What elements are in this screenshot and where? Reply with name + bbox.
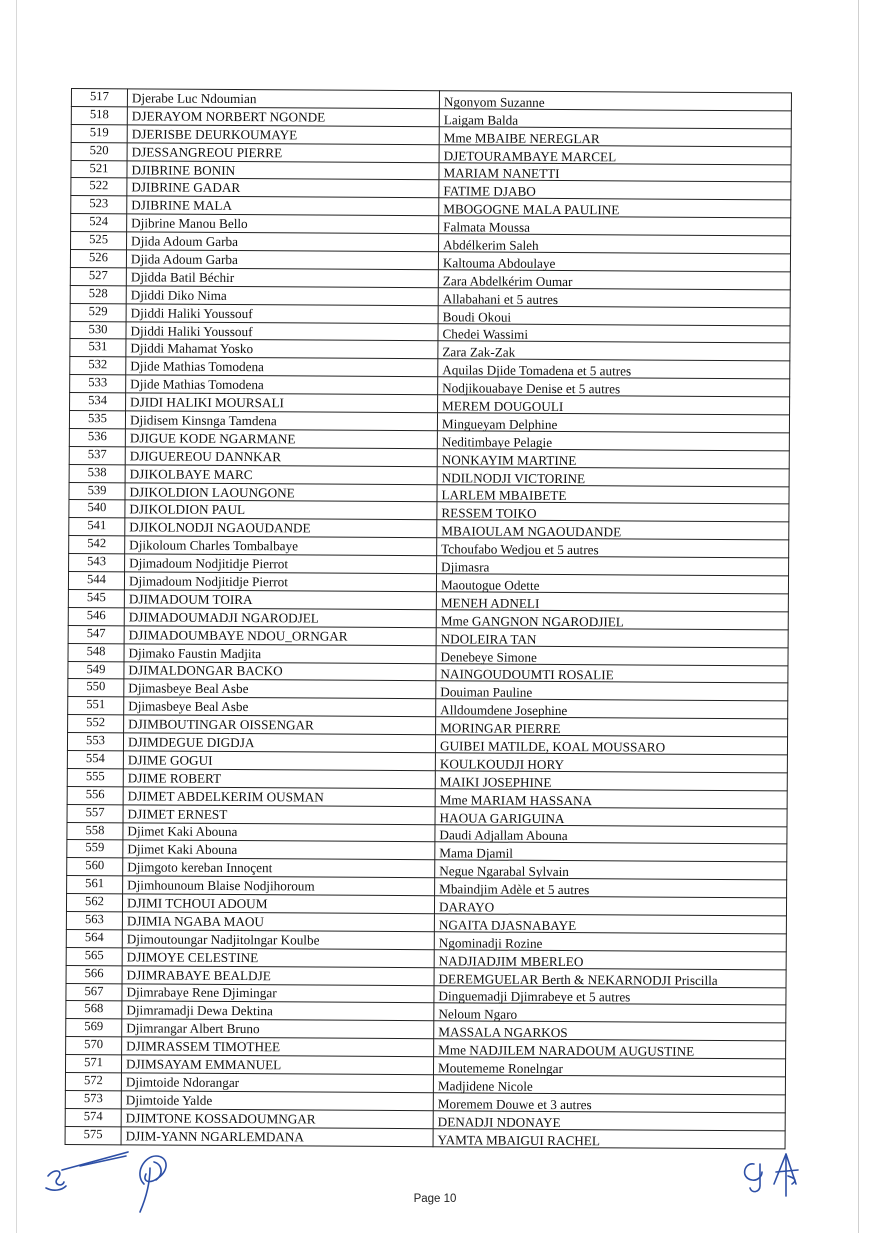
deceased-name-cell: Djiddi Haliki Youssouf [126, 304, 438, 324]
deceased-name-cell: DJIBRINE BONIN [127, 160, 439, 180]
deceased-name-cell: DJIMET ERNEST [123, 804, 435, 824]
deceased-name-cell: Djide Mathias Tomodena [126, 357, 438, 377]
deceased-name-cell: Djimet Kaki Abouna [123, 840, 435, 860]
signature-mark-1 [40, 1148, 140, 1198]
beneficiary-name-cell: Douiman Pauline [436, 682, 788, 702]
page-number: Page 10 [413, 1193, 457, 1205]
deceased-name-cell: DJIMDEGUE DIGDJA [123, 733, 435, 753]
beneficiary-name-cell: Mme NADJILEM NARADOUM AUGUSTINE [434, 1040, 786, 1060]
row-number: 565 [66, 947, 122, 965]
deceased-name-cell: Djimet Kaki Abouna [123, 822, 435, 842]
beneficiary-name-cell: DENADJI NDONAYE [433, 1111, 785, 1131]
beneficiary-name-cell: Abdélkerim Saleh [439, 235, 791, 255]
beneficiary-name-cell: DJETOURAMBAYE MARCEL [439, 145, 791, 165]
row-number: 572 [65, 1072, 121, 1090]
beneficiary-name-cell: GUIBEI MATILDE, KOAL MOUSSARO [435, 736, 787, 756]
row-number: 558 [67, 822, 123, 840]
beneficiary-name-cell: MEREM DOUGOULI [438, 396, 790, 416]
deceased-name-cell: Djimadoum Nodjitidje Pierrot [125, 554, 437, 574]
row-number: 538 [69, 464, 125, 482]
deceased-name-cell: DJIMOYE CELESTINE [122, 948, 434, 968]
deceased-name-cell: Djimrabaye Rene Djimingar [122, 983, 434, 1003]
row-number: 533 [70, 375, 126, 393]
beneficiary-name-cell: Laigam Balda [439, 110, 791, 130]
row-number: 531 [70, 339, 126, 357]
beneficiary-name-cell: RESSEM TOIKO [437, 503, 789, 523]
beneficiary-name-cell: NDOLEIRA TAN [436, 628, 788, 648]
row-number: 527 [70, 267, 126, 285]
deceased-name-cell: DJESSANGREOU PIERRE [127, 143, 439, 163]
row-number: 555 [67, 768, 123, 786]
row-number: 559 [67, 840, 123, 858]
beneficiary-name-cell: MORINGAR PIERRE [436, 718, 788, 738]
deceased-name-cell: Djide Mathias Tomodena [126, 375, 438, 395]
row-number: 528 [70, 285, 126, 303]
beneficiary-name-cell: LARLEM MBAIBETE [437, 485, 789, 505]
row-number: 539 [69, 482, 125, 500]
deceased-name-cell: DJERISBE DEURKOUMAYE [127, 125, 439, 145]
beneficiary-name-cell: Dinguemadji Djimrabeye et 5 autres [434, 986, 786, 1006]
beneficiary-name-cell: FATIME DJABO [439, 181, 791, 201]
beneficiary-name-cell: Maoutogue Odette [436, 575, 788, 595]
deceased-name-cell: DJIDI HALIKI MOURSALI [126, 393, 438, 413]
row-number: 518 [71, 106, 127, 124]
signature-mark-2 [128, 1148, 178, 1218]
deceased-name-cell: Djimadoum Nodjitidje Pierrot [124, 572, 436, 592]
row-number: 568 [66, 1001, 122, 1019]
row-number: 542 [69, 536, 125, 554]
deceased-name-cell: DJIMIA NGABA MAOU [122, 912, 434, 932]
deceased-name-cell: Djiddi Diko Nima [126, 286, 438, 306]
row-number: 529 [70, 303, 126, 321]
deceased-name-cell: DJIMTONE KOSSADOUMNGAR [121, 1109, 433, 1129]
row-number: 562 [66, 894, 122, 912]
row-number: 541 [69, 518, 125, 536]
deceased-name-cell: Djikoloum Charles Tombalbaye [125, 536, 437, 556]
deceased-name-cell: Djidda Batil Béchir [126, 268, 438, 288]
row-number: 520 [71, 142, 127, 160]
scan-edge-left [16, 0, 17, 1233]
row-number: 517 [71, 89, 127, 107]
row-number: 553 [67, 733, 123, 751]
deceased-name-cell: Djimasbeye Beal Asbe [124, 697, 436, 717]
row-number: 570 [66, 1037, 122, 1055]
beneficiary-name-cell: DARAYO [434, 897, 786, 917]
beneficiary-name-cell: Mingueyam Delphine [437, 414, 789, 434]
deceased-name-cell: DJIMADOUM TOIRA [124, 590, 436, 610]
deceased-name-cell: Djibrine Manou Bello [127, 214, 439, 234]
beneficiary-name-cell: Negue Ngarabal Sylvain [435, 861, 787, 881]
row-number: 532 [70, 357, 126, 375]
beneficiary-name-cell: HAOUA GARIGUINA [435, 807, 787, 827]
beneficiary-name-cell: MBOGOGNE MALA PAULINE [439, 199, 791, 219]
deceased-name-cell: Djimtoide Yalde [121, 1091, 433, 1111]
deceased-name-cell: Djimtoide Ndorangar [121, 1073, 433, 1093]
row-number: 521 [71, 160, 127, 178]
beneficiary-name-cell: Boudi Okoui [438, 306, 790, 326]
row-number: 561 [67, 876, 123, 894]
registry-body [65, 89, 791, 1149]
row-number: 535 [69, 411, 125, 429]
registry-table [65, 88, 792, 1149]
beneficiary-name-cell: Ngonyom Suzanne [439, 92, 791, 112]
beneficiary-name-cell: MARIAM NANETTI [439, 163, 791, 183]
row-number: 552 [68, 715, 124, 733]
deceased-name-cell: DJIGUE KODE NGARMANE [125, 429, 437, 449]
beneficiary-name-cell: Kaltouma Abdoulaye [438, 253, 790, 273]
row-number: 567 [66, 983, 122, 1001]
row-number: 530 [70, 321, 126, 339]
beneficiary-name-cell: Mme MARIAM HASSANA [435, 789, 787, 809]
beneficiary-name-cell: Djimasra [437, 557, 789, 577]
beneficiary-name-cell: Denebeye Simone [436, 646, 788, 666]
row-number: 547 [68, 625, 124, 643]
beneficiary-name-cell: Mme MBAIBE NEREGLAR [439, 128, 791, 148]
row-number: 544 [68, 572, 124, 590]
deceased-name-cell: DJIMRASSEM TIMOTHEE [122, 1037, 434, 1057]
row-number: 548 [68, 643, 124, 661]
deceased-name-cell: DJIKOLDION LAOUNGONE [125, 482, 437, 502]
beneficiary-name-cell: Daudi Adjallam Abouna [435, 825, 787, 845]
beneficiary-name-cell: Falmata Moussa [439, 217, 791, 237]
beneficiary-name-cell: NDILNODJI VICTORINE [437, 467, 789, 487]
deceased-name-cell: Djimrangar Albert Bruno [122, 1019, 434, 1039]
row-number: 536 [69, 428, 125, 446]
beneficiary-name-cell: Allabahani et 5 autres [438, 289, 790, 309]
deceased-name-cell: Djimgoto kereban Innoçent [123, 858, 435, 878]
row-number: 564 [66, 929, 122, 947]
deceased-name-cell: DJIMBOUTINGAR OISSENGAR [124, 715, 436, 735]
deceased-name-cell: DJIMSAYAM EMMANUEL [121, 1055, 433, 1075]
beneficiary-name-cell: MAIKI JOSEPHINE [435, 772, 787, 792]
row-number: 573 [65, 1090, 121, 1108]
beneficiary-name-cell: Neditimbaye Pelagie [437, 432, 789, 452]
beneficiary-name-cell: DEREMGUELAR Berth & NEKARNODJI Priscilla [434, 968, 786, 988]
beneficiary-name-cell: Moutememe Ronelngar [433, 1058, 785, 1078]
beneficiary-name-cell: Mbaindjim Adèle et 5 autres [435, 879, 787, 899]
row-number: 522 [71, 178, 127, 196]
deceased-name-cell: Djida Adoum Garba [127, 232, 439, 252]
deceased-name-cell: DJIME ROBERT [123, 769, 435, 789]
beneficiary-name-cell: Aquilas Djide Tomadena et 5 autres [438, 360, 790, 380]
beneficiary-name-cell: NADJIADJIM MBERLEO [434, 950, 786, 970]
row-number: 560 [67, 858, 123, 876]
beneficiary-name-cell: Madjidene Nicole [433, 1076, 785, 1096]
beneficiary-name-cell: NONKAYIM MARTINE [437, 450, 789, 470]
row-number: 569 [66, 1019, 122, 1037]
deceased-name-cell: DJIMADOUMBAYE NDOU_ORNGAR [124, 626, 436, 646]
deceased-name-cell: DJIMALDONGAR BACKO [124, 661, 436, 681]
row-number: 575 [65, 1126, 121, 1144]
deceased-name-cell: Djidisem Kinsnga Tamdena [125, 411, 437, 431]
beneficiary-name-cell: Tchoufabo Wedjou et 5 autres [437, 539, 789, 559]
row-number: 523 [71, 196, 127, 214]
row-number: 563 [66, 911, 122, 929]
deceased-name-cell: DJIM-YANN NGARLEMDANA [121, 1126, 433, 1146]
deceased-name-cell: DJERAYOM NORBERT NGONDE [127, 107, 439, 127]
beneficiary-name-cell: Nodjikouabaye Denise et 5 autres [438, 378, 790, 398]
deceased-name-cell: Djiddi Mahamat Yosko [126, 339, 438, 359]
row-number: 549 [68, 661, 124, 679]
beneficiary-name-cell: Mme GANGNON NGARODJIEL [436, 611, 788, 631]
row-number: 537 [69, 446, 125, 464]
deceased-name-cell: Djimasbeye Beal Asbe [124, 679, 436, 699]
beneficiary-name-cell: MASSALA NGARKOS [434, 1022, 786, 1042]
deceased-name-cell: DJIME GOGUI [123, 751, 435, 771]
deceased-name-cell: DJIKOLDION PAUL [125, 500, 437, 520]
scan-edge-right [858, 0, 859, 1233]
beneficiary-name-cell: Mama Djamil [435, 843, 787, 863]
row-number: 540 [69, 500, 125, 518]
beneficiary-name-cell: Moremem Douwe et 3 autres [433, 1094, 785, 1114]
beneficiary-name-cell: Neloum Ngaro [434, 1004, 786, 1024]
deceased-name-cell: Djida Adoum Garba [126, 250, 438, 270]
deceased-name-cell: DJIKOLNODJI NGAOUDANDE [125, 518, 437, 538]
row-number: 556 [67, 786, 123, 804]
row-number: 571 [65, 1055, 121, 1073]
deceased-name-cell: DJIMI TCHOUI ADOUM [122, 894, 434, 914]
row-number: 526 [70, 250, 126, 268]
row-number: 566 [66, 965, 122, 983]
beneficiary-name-cell: Ngominadji Rozine [434, 933, 786, 953]
beneficiary-name-cell: NGAITA DJASNABAYE [434, 915, 786, 935]
deceased-name-cell: Djimako Faustin Madjita [124, 643, 436, 663]
row-number: 550 [68, 679, 124, 697]
beneficiary-name-cell: YAMTA MBAIGUI RACHEL [433, 1129, 785, 1149]
beneficiary-name-cell: Alldoumdene Josephine [436, 700, 788, 720]
deceased-name-cell: DJIMET ABDELKERIM OUSMAN [123, 787, 435, 807]
beneficiary-name-cell: Zara Zak-Zak [438, 342, 790, 362]
beneficiary-name-cell: NAINGOUDOUMTI ROSALIE [436, 664, 788, 684]
beneficiary-name-cell: Chedei Wassimi [438, 324, 790, 344]
deceased-name-cell: Djiddi Haliki Youssouf [126, 321, 438, 341]
deceased-name-cell: DJIBRINE GADAR [127, 178, 439, 198]
beneficiary-name-cell: MENEH ADNELI [436, 593, 788, 613]
row-number: 554 [67, 750, 123, 768]
row-number: 524 [71, 214, 127, 232]
deceased-name-cell: Djimhounoum Blaise Nodjihoroum [123, 876, 435, 896]
row-number: 525 [71, 232, 127, 250]
deceased-name-cell: DJIGUEREOU DANNKAR [125, 447, 437, 467]
beneficiary-name-cell: MBAIOULAM NGAOUDANDE [437, 521, 789, 541]
row-number: 551 [68, 697, 124, 715]
row-number: 545 [68, 589, 124, 607]
deceased-name-cell: DJIBRINE MALA [127, 196, 439, 216]
row-number: 546 [68, 607, 124, 625]
deceased-name-cell: DJIMRABAYE BEALDJE [122, 965, 434, 985]
row-number: 519 [71, 124, 127, 142]
beneficiary-name-cell: KOULKOUDJI HORY [435, 754, 787, 774]
deceased-name-cell: Djimoutoungar Nadjitolngar Koulbe [122, 930, 434, 950]
row-number: 574 [65, 1108, 121, 1126]
row-number: 543 [69, 554, 125, 572]
deceased-name-cell: DJIKOLBAYE MARC [125, 465, 437, 485]
deceased-name-cell: Djimramadji Dewa Dektina [122, 1001, 434, 1021]
deceased-name-cell: DJIMADOUMADJI NGARODJEL [124, 608, 436, 628]
deceased-name-cell: Djerabe Luc Ndoumian [127, 89, 439, 109]
beneficiary-name-cell: Zara Abdelkérim Oumar [438, 271, 790, 291]
row-number: 534 [70, 393, 126, 411]
row-number: 557 [67, 804, 123, 822]
